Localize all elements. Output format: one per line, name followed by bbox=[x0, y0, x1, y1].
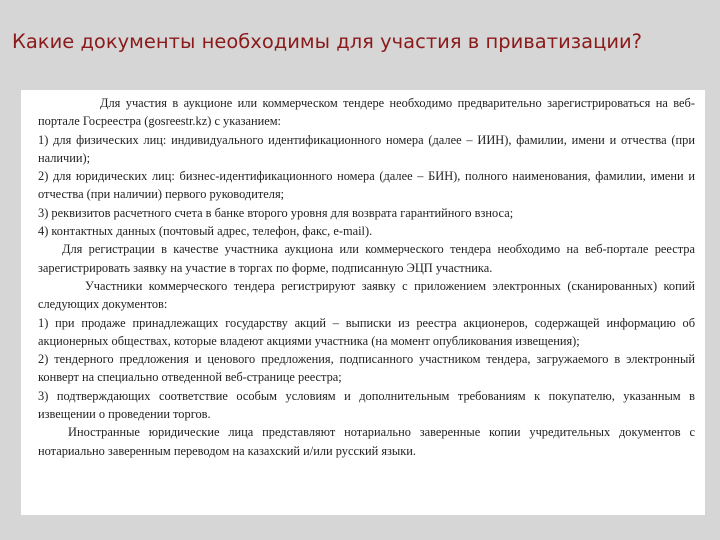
list-item-individuals: 1) для физических лиц: индивидуального идентификационного номера (далее – ИИН), фамилии, имени и отчества (при наличии); bbox=[38, 132, 695, 165]
title-bar bbox=[0, 0, 720, 90]
bottom-band bbox=[0, 515, 720, 540]
list-item-contacts: 4) контактных данных (почтовый адрес, телефон, факс, e-mail). bbox=[38, 224, 373, 239]
body-text bbox=[38, 94, 695, 460]
list-item-shares-extract: 1) при продаже принадлежащих государству акций – выписки из реестра акционеров, содержащей информацию об акционерных обществах, которые владеют акциями участника (на момент опубликования извещения); bbox=[38, 315, 695, 348]
paragraph-application: Для регистрации в качестве участника аукциона или коммерческого тендера необходимо на веб-портале реестра зарегистрировать заявку на участие в торгах по форме, подписанную ЭЦП участника. bbox=[38, 242, 695, 275]
slide-content bbox=[21, 90, 705, 515]
list-item-tender-offer: 2) тендерного предложения и ценового предложения, подписанного участником тендера, загружаемого в электронный конверт на специально отведенной веб-странице реестра; bbox=[38, 352, 695, 385]
slide-title: Какие документы необходимы для участия в приватизации? bbox=[12, 30, 643, 53]
paragraph-registration-intro: Для участия в аукционе или коммерческом тендере необходимо предварительно зарегистрироваться на веб-портале Госреестра (gosreestr.kz) с указанием: bbox=[38, 96, 695, 129]
list-item-legal-entities: 2) для юридических лиц: бизнес-идентификационного номера (далее – БИН), полного наименования, фамилии, имени и отчества (при наличии) первого руководителя; bbox=[38, 169, 695, 202]
list-item-conditions: 3) подтверждающих соответствие особым условиям и дополнительным требованиям к покупателю, указанным в извещении о проведении торгов. bbox=[38, 388, 695, 422]
paragraph-tender-participants: Участники коммерческого тендера регистрируют заявку с приложением электронных (сканированных) копий следующих документов: bbox=[38, 278, 695, 312]
list-item-bank-details: 3) реквизитов расчетного счета в банке второго уровня для возврата гарантийного взноса; bbox=[38, 205, 514, 220]
paragraph-foreign-entities: Иностранные юридические лица представляют нотариально заверенные копии учредительных документов с нотариально заверенным переводом на казахский и/или русский языки. bbox=[38, 425, 695, 458]
